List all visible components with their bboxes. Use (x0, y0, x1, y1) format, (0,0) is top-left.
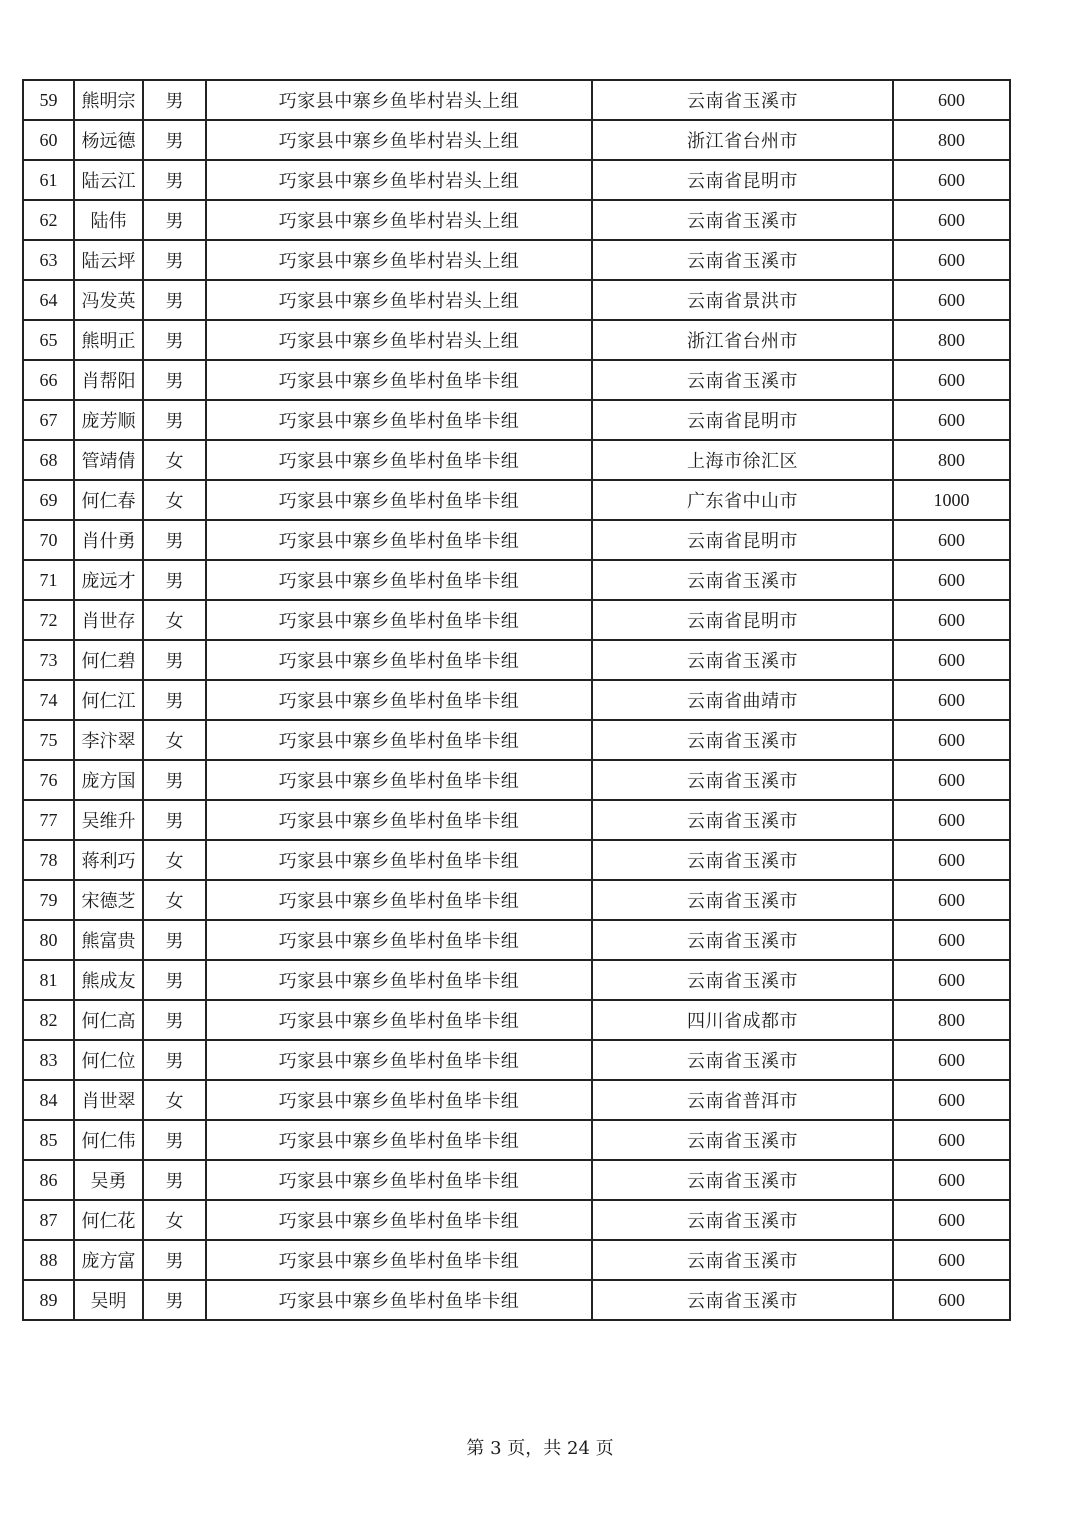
table-row (23, 560, 1010, 600)
table-row (23, 1080, 1010, 1120)
cell-amount: 600 (893, 560, 1010, 600)
cell-address: 巧家县中寨乡鱼毕村鱼毕卡组 (206, 1080, 592, 1120)
cell-destination: 云南省昆明市 (592, 160, 893, 200)
cell-amount: 600 (893, 1160, 1010, 1200)
cell-number: 67 (23, 400, 74, 440)
cell-number: 64 (23, 280, 74, 320)
cell-name: 吴勇 (74, 1160, 143, 1200)
cell-number: 70 (23, 520, 74, 560)
table-row (23, 1200, 1010, 1240)
cell-address: 巧家县中寨乡鱼毕村鱼毕卡组 (206, 1240, 592, 1280)
table-row (23, 1160, 1010, 1200)
cell-name: 庞芳顺 (74, 400, 143, 440)
cell-gender: 男 (143, 160, 206, 200)
cell-gender: 男 (143, 240, 206, 280)
table-row (23, 160, 1010, 200)
cell-name: 吴明 (74, 1280, 143, 1320)
cell-amount: 800 (893, 120, 1010, 160)
cell-address: 巧家县中寨乡鱼毕村鱼毕卡组 (206, 880, 592, 920)
cell-destination: 云南省玉溪市 (592, 1240, 893, 1280)
cell-address: 巧家县中寨乡鱼毕村鱼毕卡组 (206, 440, 592, 480)
cell-number: 82 (23, 1000, 74, 1040)
cell-gender: 男 (143, 920, 206, 960)
cell-address: 巧家县中寨乡鱼毕村鱼毕卡组 (206, 840, 592, 880)
cell-address: 巧家县中寨乡鱼毕村鱼毕卡组 (206, 1160, 592, 1200)
cell-number: 69 (23, 480, 74, 520)
cell-address: 巧家县中寨乡鱼毕村鱼毕卡组 (206, 560, 592, 600)
cell-amount: 600 (893, 680, 1010, 720)
cell-name: 熊明正 (74, 320, 143, 360)
cell-name: 杨远德 (74, 120, 143, 160)
cell-name: 冯发英 (74, 280, 143, 320)
cell-destination: 广东省中山市 (592, 480, 893, 520)
cell-amount: 600 (893, 920, 1010, 960)
cell-amount: 800 (893, 1000, 1010, 1040)
cell-amount: 600 (893, 400, 1010, 440)
cell-gender: 男 (143, 80, 206, 120)
cell-amount: 800 (893, 320, 1010, 360)
table-row (23, 480, 1010, 520)
cell-amount: 600 (893, 800, 1010, 840)
cell-number: 78 (23, 840, 74, 880)
cell-address: 巧家县中寨乡鱼毕村鱼毕卡组 (206, 680, 592, 720)
cell-amount: 600 (893, 640, 1010, 680)
cell-address: 巧家县中寨乡鱼毕村鱼毕卡组 (206, 360, 592, 400)
cell-number: 61 (23, 160, 74, 200)
cell-number: 88 (23, 1240, 74, 1280)
cell-number: 75 (23, 720, 74, 760)
cell-name: 何仁位 (74, 1040, 143, 1080)
table-row (23, 360, 1010, 400)
cell-gender: 女 (143, 480, 206, 520)
cell-amount: 600 (893, 760, 1010, 800)
cell-number: 72 (23, 600, 74, 640)
cell-address: 巧家县中寨乡鱼毕村岩头上组 (206, 200, 592, 240)
cell-destination: 云南省玉溪市 (592, 760, 893, 800)
cell-name: 何仁江 (74, 680, 143, 720)
table-row (23, 640, 1010, 680)
cell-number: 63 (23, 240, 74, 280)
cell-gender: 女 (143, 880, 206, 920)
cell-address: 巧家县中寨乡鱼毕村鱼毕卡组 (206, 1000, 592, 1040)
cell-gender: 男 (143, 640, 206, 680)
cell-number: 71 (23, 560, 74, 600)
cell-destination: 云南省玉溪市 (592, 920, 893, 960)
cell-name: 陆伟 (74, 200, 143, 240)
table-row (23, 400, 1010, 440)
cell-amount: 800 (893, 440, 1010, 480)
cell-name: 肖世翠 (74, 1080, 143, 1120)
cell-name: 李汴翠 (74, 720, 143, 760)
cell-address: 巧家县中寨乡鱼毕村鱼毕卡组 (206, 960, 592, 1000)
cell-destination: 云南省玉溪市 (592, 640, 893, 680)
table-row (23, 760, 1010, 800)
cell-destination: 云南省玉溪市 (592, 1040, 893, 1080)
cell-gender: 男 (143, 960, 206, 1000)
cell-address: 巧家县中寨乡鱼毕村鱼毕卡组 (206, 1120, 592, 1160)
cell-name: 何仁高 (74, 1000, 143, 1040)
table-row (23, 200, 1010, 240)
cell-address: 巧家县中寨乡鱼毕村鱼毕卡组 (206, 520, 592, 560)
cell-name: 肖什勇 (74, 520, 143, 560)
cell-amount: 1000 (893, 480, 1010, 520)
cell-address: 巧家县中寨乡鱼毕村鱼毕卡组 (206, 1040, 592, 1080)
cell-name: 蒋利巧 (74, 840, 143, 880)
cell-destination: 云南省玉溪市 (592, 560, 893, 600)
cell-name: 宋德芝 (74, 880, 143, 920)
cell-number: 59 (23, 80, 74, 120)
cell-destination: 云南省玉溪市 (592, 880, 893, 920)
cell-destination: 云南省玉溪市 (592, 800, 893, 840)
cell-name: 熊成友 (74, 960, 143, 1000)
cell-number: 77 (23, 800, 74, 840)
cell-gender: 男 (143, 520, 206, 560)
roster-table-body (23, 80, 1010, 1320)
cell-amount: 600 (893, 1280, 1010, 1320)
cell-gender: 男 (143, 200, 206, 240)
cell-address: 巧家县中寨乡鱼毕村岩头上组 (206, 280, 592, 320)
cell-amount: 600 (893, 720, 1010, 760)
cell-name: 何仁花 (74, 1200, 143, 1240)
cell-name: 熊富贵 (74, 920, 143, 960)
cell-number: 74 (23, 680, 74, 720)
cell-destination: 云南省玉溪市 (592, 1280, 893, 1320)
cell-amount: 600 (893, 360, 1010, 400)
cell-gender: 女 (143, 720, 206, 760)
cell-amount: 600 (893, 1080, 1010, 1120)
table-row (23, 520, 1010, 560)
cell-destination: 云南省景洪市 (592, 280, 893, 320)
cell-address: 巧家县中寨乡鱼毕村岩头上组 (206, 120, 592, 160)
cell-number: 85 (23, 1120, 74, 1160)
cell-name: 吴维升 (74, 800, 143, 840)
cell-address: 巧家县中寨乡鱼毕村鱼毕卡组 (206, 600, 592, 640)
cell-gender: 男 (143, 1280, 206, 1320)
cell-gender: 女 (143, 840, 206, 880)
cell-address: 巧家县中寨乡鱼毕村鱼毕卡组 (206, 480, 592, 520)
cell-name: 何仁春 (74, 480, 143, 520)
table-row (23, 320, 1010, 360)
cell-destination: 云南省玉溪市 (592, 80, 893, 120)
cell-destination: 云南省玉溪市 (592, 1200, 893, 1240)
cell-address: 巧家县中寨乡鱼毕村岩头上组 (206, 80, 592, 120)
cell-number: 89 (23, 1280, 74, 1320)
cell-destination: 云南省昆明市 (592, 520, 893, 560)
table-row (23, 920, 1010, 960)
table-row (23, 720, 1010, 760)
cell-number: 86 (23, 1160, 74, 1200)
cell-gender: 男 (143, 1000, 206, 1040)
table-row (23, 120, 1010, 160)
table-row (23, 1040, 1010, 1080)
cell-amount: 600 (893, 520, 1010, 560)
table-row (23, 960, 1010, 1000)
cell-name: 管靖倩 (74, 440, 143, 480)
cell-gender: 男 (143, 1240, 206, 1280)
cell-number: 66 (23, 360, 74, 400)
table-row (23, 240, 1010, 280)
cell-amount: 600 (893, 840, 1010, 880)
cell-gender: 男 (143, 400, 206, 440)
cell-gender: 男 (143, 1160, 206, 1200)
cell-address: 巧家县中寨乡鱼毕村鱼毕卡组 (206, 400, 592, 440)
cell-gender: 男 (143, 360, 206, 400)
cell-gender: 男 (143, 560, 206, 600)
cell-destination: 云南省曲靖市 (592, 680, 893, 720)
cell-name: 庞方富 (74, 1240, 143, 1280)
cell-number: 83 (23, 1040, 74, 1080)
cell-number: 73 (23, 640, 74, 680)
cell-amount: 600 (893, 200, 1010, 240)
cell-name: 肖帮阳 (74, 360, 143, 400)
cell-gender: 男 (143, 1040, 206, 1080)
cell-name: 陆云坪 (74, 240, 143, 280)
cell-amount: 600 (893, 1240, 1010, 1280)
cell-address: 巧家县中寨乡鱼毕村鱼毕卡组 (206, 760, 592, 800)
cell-destination: 云南省玉溪市 (592, 840, 893, 880)
cell-destination: 云南省玉溪市 (592, 360, 893, 400)
cell-name: 庞方国 (74, 760, 143, 800)
cell-number: 65 (23, 320, 74, 360)
cell-amount: 600 (893, 240, 1010, 280)
cell-destination: 浙江省台州市 (592, 120, 893, 160)
cell-address: 巧家县中寨乡鱼毕村鱼毕卡组 (206, 640, 592, 680)
cell-number: 79 (23, 880, 74, 920)
table-row (23, 840, 1010, 880)
cell-amount: 600 (893, 600, 1010, 640)
table-row (23, 600, 1010, 640)
cell-amount: 600 (893, 80, 1010, 120)
cell-address: 巧家县中寨乡鱼毕村岩头上组 (206, 320, 592, 360)
cell-address: 巧家县中寨乡鱼毕村鱼毕卡组 (206, 720, 592, 760)
cell-amount: 600 (893, 1040, 1010, 1080)
cell-gender: 女 (143, 1080, 206, 1120)
cell-address: 巧家县中寨乡鱼毕村鱼毕卡组 (206, 800, 592, 840)
cell-amount: 600 (893, 1120, 1010, 1160)
cell-amount: 600 (893, 160, 1010, 200)
cell-destination: 云南省玉溪市 (592, 240, 893, 280)
cell-destination: 云南省昆明市 (592, 600, 893, 640)
cell-amount: 600 (893, 280, 1010, 320)
cell-name: 肖世存 (74, 600, 143, 640)
cell-destination: 浙江省台州市 (592, 320, 893, 360)
cell-amount: 600 (893, 880, 1010, 920)
table-row (23, 440, 1010, 480)
cell-address: 巧家县中寨乡鱼毕村鱼毕卡组 (206, 1200, 592, 1240)
cell-name: 庞远才 (74, 560, 143, 600)
cell-address: 巧家县中寨乡鱼毕村岩头上组 (206, 240, 592, 280)
cell-name: 何仁伟 (74, 1120, 143, 1160)
cell-name: 熊明宗 (74, 80, 143, 120)
cell-gender: 男 (143, 280, 206, 320)
page-footer: 第 3 页，共 24 页 (466, 1438, 614, 1459)
table-row (23, 1240, 1010, 1280)
cell-destination: 上海市徐汇区 (592, 440, 893, 480)
table-row (23, 1280, 1010, 1320)
cell-address: 巧家县中寨乡鱼毕村岩头上组 (206, 160, 592, 200)
cell-number: 62 (23, 200, 74, 240)
cell-name: 陆云江 (74, 160, 143, 200)
cell-destination: 四川省成都市 (592, 1000, 893, 1040)
cell-amount: 600 (893, 960, 1010, 1000)
cell-name: 何仁碧 (74, 640, 143, 680)
table-row (23, 1000, 1010, 1040)
cell-number: 80 (23, 920, 74, 960)
cell-destination: 云南省玉溪市 (592, 720, 893, 760)
table-row (23, 800, 1010, 840)
cell-gender: 女 (143, 600, 206, 640)
table-row (23, 1120, 1010, 1160)
cell-gender: 男 (143, 320, 206, 360)
cell-gender: 男 (143, 1120, 206, 1160)
cell-number: 68 (23, 440, 74, 480)
table-row (23, 880, 1010, 920)
cell-number: 84 (23, 1080, 74, 1120)
cell-number: 60 (23, 120, 74, 160)
cell-number: 81 (23, 960, 74, 1000)
cell-gender: 男 (143, 120, 206, 160)
table-row (23, 80, 1010, 120)
cell-gender: 女 (143, 1200, 206, 1240)
table-row (23, 280, 1010, 320)
cell-destination: 云南省昆明市 (592, 400, 893, 440)
cell-number: 76 (23, 760, 74, 800)
cell-gender: 男 (143, 800, 206, 840)
cell-address: 巧家县中寨乡鱼毕村鱼毕卡组 (206, 1280, 592, 1320)
cell-number: 87 (23, 1200, 74, 1240)
table-row (23, 680, 1010, 720)
cell-gender: 男 (143, 680, 206, 720)
cell-destination: 云南省玉溪市 (592, 200, 893, 240)
cell-address: 巧家县中寨乡鱼毕村鱼毕卡组 (206, 920, 592, 960)
cell-destination: 云南省玉溪市 (592, 1160, 893, 1200)
cell-gender: 女 (143, 440, 206, 480)
cell-destination: 云南省普洱市 (592, 1080, 893, 1120)
cell-destination: 云南省玉溪市 (592, 1120, 893, 1160)
cell-gender: 男 (143, 760, 206, 800)
roster-table (22, 79, 1011, 1321)
cell-destination: 云南省玉溪市 (592, 960, 893, 1000)
cell-amount: 600 (893, 1200, 1010, 1240)
